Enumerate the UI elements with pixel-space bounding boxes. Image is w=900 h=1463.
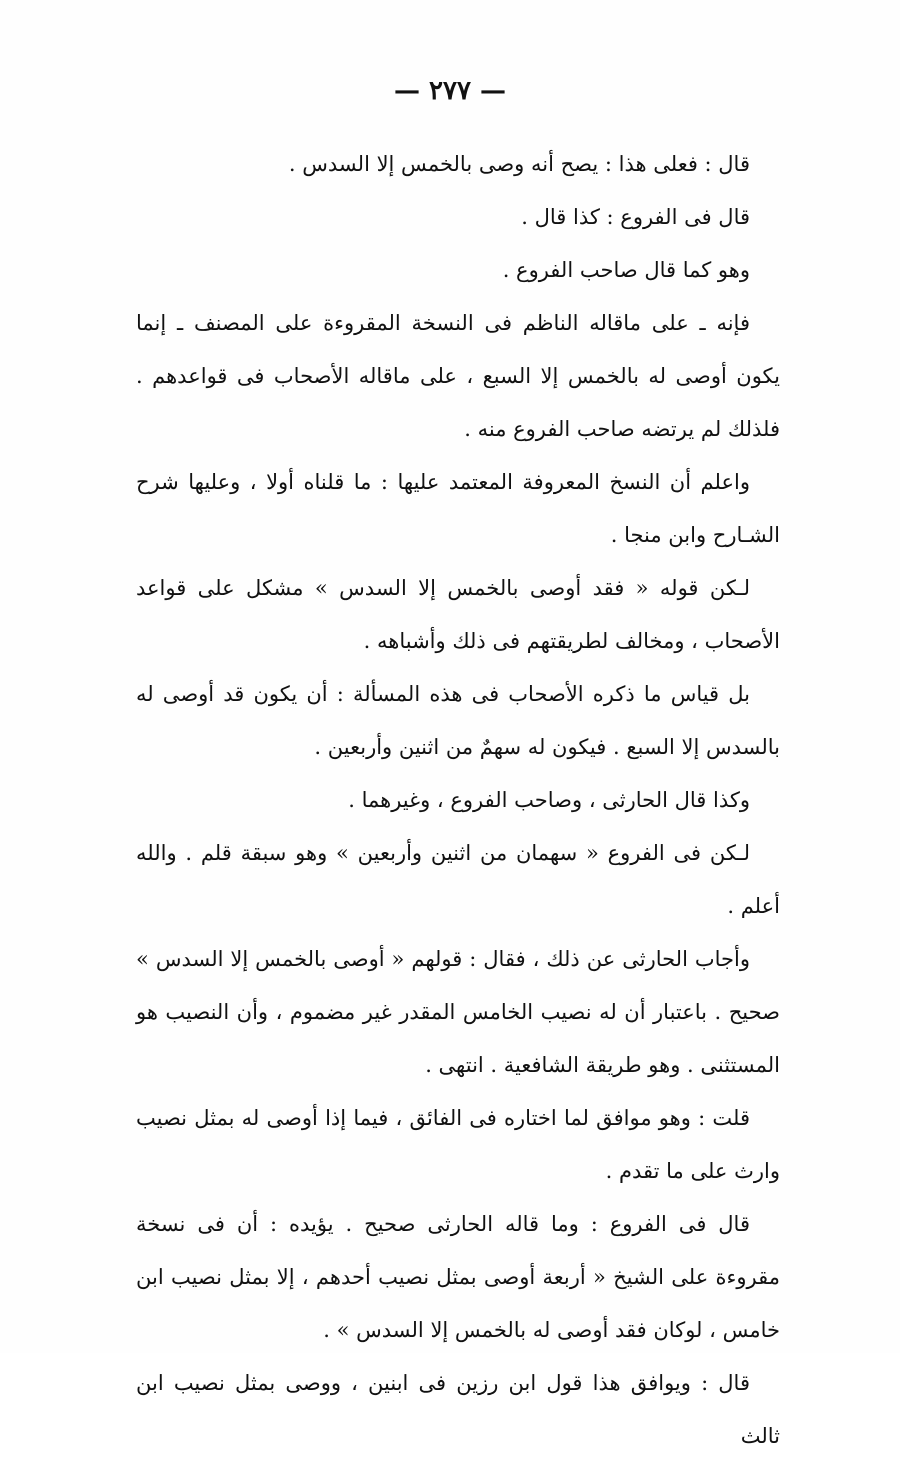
page-number: — ٢٧٧ — [393, 76, 507, 106]
paragraph: قال : فعلى هذا : يصح أنه وصى بالخمس إلا السدس . [288, 152, 750, 176]
paragraph: فإنه ـ على ماقاله الناظم فى النسخة المقروءة على المصنف ـ إنما يكون أوصى له بالخمس إلا السبع ، على ماقاله الأصحاب فى قواعدهم . فلذلك لم يرتضه صاحب الفروع منه . [136, 311, 780, 441]
paragraph: واعلم أن النسخ المعروفة المعتمد عليها : ما قلناه أولا ، وعليها شرح الشـارح وابن منجا . [136, 470, 780, 547]
paragraph: بل قياس ما ذكره الأصحاب فى هذه المسألة : أن يكون قد أوصى له بالسدس إلا السبع . فيكون له سهمٌ من اثنين وأربعين . [136, 682, 780, 759]
paragraph: لـكن قوله « فقد أوصى بالخمس إلا السدس » مشكل على قواعد الأصحاب ، ومخالف لطريقتهم فى ذلك وأشباهه . [136, 576, 780, 653]
body-text [136, 138, 780, 1463]
paragraph: وكذا قال الحارثى ، وصاحب الفروع ، وغيرهما . [348, 788, 750, 812]
paragraph: وهو كما قال صاحب الفروع . [502, 258, 750, 282]
paragraph: قال : ويوافق هذا قول ابن رزين فى ابنين ، ووصى بمثل نصيب ابن ثالث [136, 1371, 780, 1448]
paragraph: لـكن فى الفروع « سهمان من اثنين وأربعين » وهو سبقة قلم . والله أعلم . [136, 841, 780, 918]
paragraph: قال فى الفروع : وما قاله الحارثى صحيح . يؤيده : أن فى نسخة مقروءة على الشيخ « أربعة أوصى بمثل نصيب أحدهم ، إلا بمثل نصيب ابن خامس ، لوكان فقد أوصى له بالخمس إلا السدس » . [136, 1212, 780, 1342]
paragraph: قال فى الفروع : كذا قال . [521, 205, 750, 229]
paragraph: وأجاب الحارثى عن ذلك ، فقال : قولهم « أوصى بالخمس إلا السدس » صحيح . باعتبار أن له نصيب الخامس المقدر غير مضموم ، وأن النصيب هو المستثنى . وهو طريقة الشافعية . انتهى . [136, 947, 780, 1077]
paragraph: قلت : وهو موافق لما اختاره فى الفائق ، فيما إذا أوصى له بمثل نصيب وارث على ما تقدم . [136, 1106, 780, 1183]
